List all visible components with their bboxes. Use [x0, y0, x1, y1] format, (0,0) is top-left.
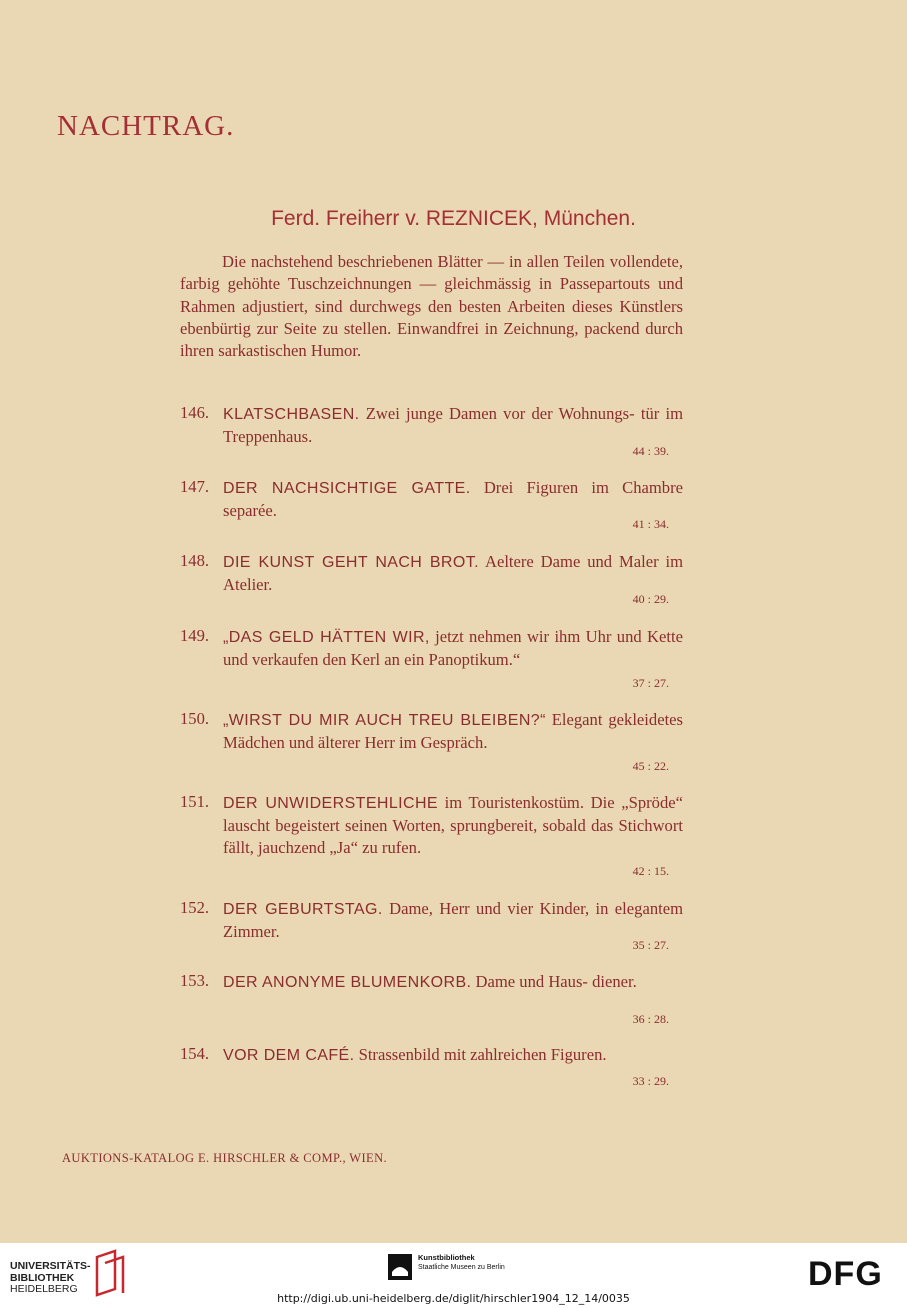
entry-number: 154. [180, 1044, 210, 1063]
entry-dimensions: 37 : 27. [632, 676, 669, 690]
entry-number: 146. [180, 403, 210, 422]
digitization-bar [0, 1243, 907, 1308]
entry-text: Zwei junge Damen vor der Wohnungs- tür im Treppenhaus. [223, 404, 683, 446]
catalog-footer: AUKTIONS-KATALOG E. HIRSCHLER & COMP., WIEN. [62, 1151, 388, 1165]
entry-text: Dame, Herr und vier Kinder, in elegantem Zimmer. [223, 899, 683, 941]
kb-name: Kunstbibliothek [418, 1253, 475, 1262]
entry-description [223, 1044, 683, 1067]
entry-description [223, 551, 683, 596]
ub-heidelberg-wordmark[interactable] [10, 1261, 91, 1296]
ub-line-3: HEIDELBERG [10, 1283, 78, 1296]
entry-description [223, 971, 683, 994]
entry-text: Elegant gekleidetes Mädchen und älterer Herr im Gespräch. [223, 710, 684, 752]
entry-title: KLATSCHBASEN. [223, 406, 360, 423]
page-heading: NACHTRAG. [57, 110, 235, 142]
entry-text: jetzt nehmen wir ihm Uhr und Kette und verkaufen den Kerl an ein Panoptikum.“ [223, 627, 683, 669]
permalink-url[interactable]: http://digi.ub.uni-heidelberg.de/diglit/hirschler1904_12_14/0035 [277, 1292, 630, 1305]
entry-title: „DAS GELD HÄTTEN WIR, [223, 629, 430, 646]
entry-title: VOR DEM CAFÉ. [223, 1047, 355, 1064]
entry-description [223, 403, 683, 448]
ub-heidelberg-logo-icon [93, 1249, 127, 1297]
entry-text: Aeltere Dame und Maler im Atelier. [223, 552, 684, 594]
artist-heading: Ferd. Freiherr v. REZNICEK, München. [271, 207, 636, 230]
entry-text: im Touristenkostüm. Die „Spröde“ lauscht begeistert seinen Worten, sprungbereit, sobald das Stichwort fällt, jauchzend „Ja“ zu rufen. [223, 793, 683, 857]
dfg-wordmark: DFG [808, 1257, 883, 1289]
entry-title: DIE KUNST GEHT NACH BROT. [223, 554, 479, 571]
kb-subtitle: Staatliche Museen zu Berlin [418, 1264, 505, 1271]
intro-paragraph: Die nachstehend beschriebenen Blätter — in allen Teilen vollendete, farbig gehöhte Tuschzeichnungen — gleichmässig in Passepartouts und Rahmen adjustiert, sind durchwegs den besten Arbeiten dieses Künstlers ebenbürtig zur Seite zu stellen. Einwandfrei in Zeichnung, packend durch ihren sarkastischen Humor. [180, 252, 683, 361]
entry-text: Drei Figuren im Chambre separée. [223, 478, 683, 520]
entry-dimensions: 40 : 29. [632, 592, 669, 606]
dfg-logo-icon[interactable] [808, 1257, 894, 1289]
entry-dimensions: 35 : 27. [632, 938, 669, 952]
entry-dimensions: 41 : 34. [632, 517, 669, 531]
ub-line-2: BIBLIOTHEK [10, 1271, 75, 1284]
entry-description [223, 626, 683, 671]
entry-description [223, 709, 683, 754]
entry-number: 149. [180, 626, 210, 645]
entry-title: „WIRST DU MIR AUCH TREU BLEIBEN?“ [223, 712, 546, 729]
entry-number: 148. [180, 551, 210, 570]
entry-number: 151. [180, 792, 210, 811]
entry-number: 153. [180, 971, 210, 990]
entry-dimensions: 33 : 29. [632, 1074, 669, 1088]
entry-number: 150. [180, 709, 210, 728]
entry-title: DER GEBURTSTAG. [223, 901, 383, 918]
kunstbibliothek-wordmark[interactable] [418, 1253, 505, 1273]
entry-description [223, 898, 683, 943]
entry-dimensions: 36 : 28. [632, 1012, 669, 1026]
entry-number: 147. [180, 477, 210, 496]
entry-title: DER NACHSICHTIGE GATTE. [223, 480, 471, 497]
ub-line-1: UNIVERSITÄTS- [10, 1260, 91, 1272]
entry-text: Strassenbild mit zahlreichen Figuren. [358, 1045, 607, 1064]
entry-dimensions: 42 : 15. [632, 864, 669, 878]
entry-dimensions: 44 : 39. [632, 444, 669, 458]
entry-title: DER ANONYME BLUMENKORB. [223, 974, 472, 991]
entry-number: 152. [180, 898, 210, 917]
entry-dimensions: 45 : 22. [632, 759, 669, 773]
entry-text: Dame und Haus- diener. [475, 972, 637, 991]
entry-description [223, 477, 683, 522]
entry-title: DER UNWIDERSTEHLICHE [223, 795, 438, 812]
kunstbibliothek-logo-icon [388, 1254, 412, 1280]
entry-description [223, 792, 683, 858]
